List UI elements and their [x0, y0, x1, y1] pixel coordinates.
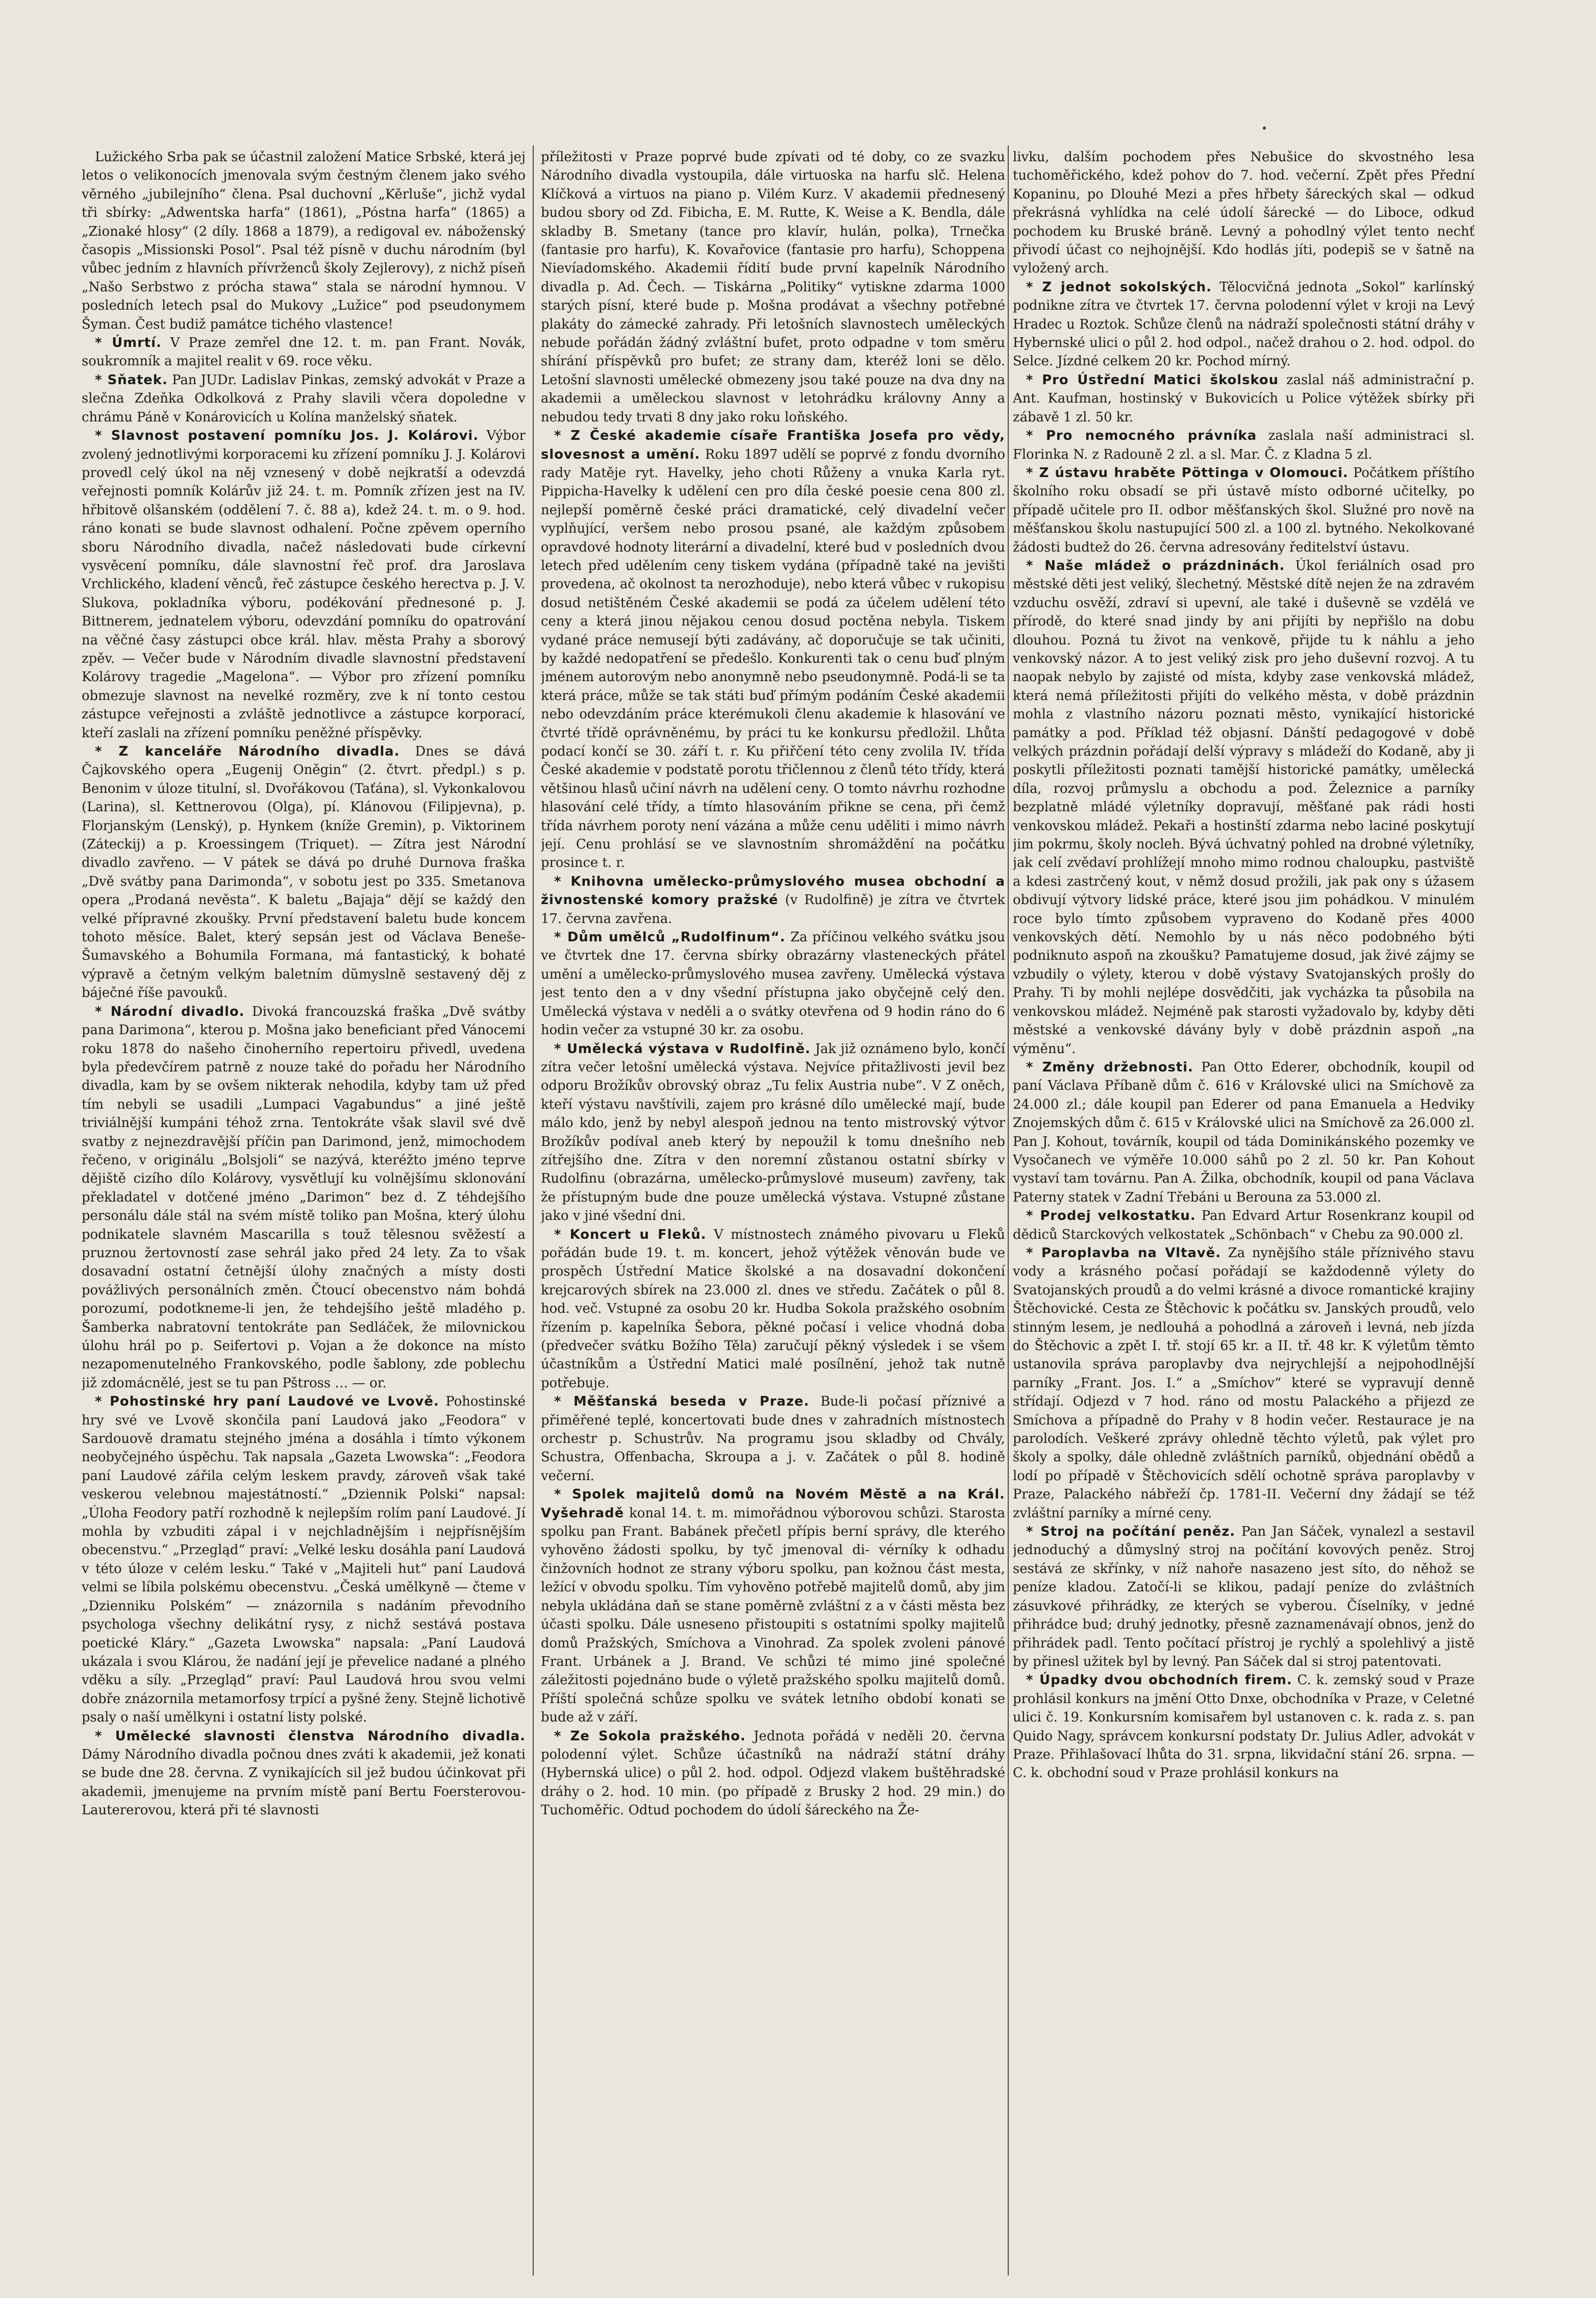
article-heading: * Spolek majitelů domů na Novém Městě a na Král. Vyšehradě — [541, 1487, 1005, 1521]
article-heading: * Z kanceláře Národního divadla. — [95, 744, 400, 759]
article-text: zaslala naší administraci sl. Florinka N. z Radouně 2 zl. a sl. Mar. Č. z Kladna 5 zl. — [1013, 428, 1475, 462]
article-heading: * Paroplavba na Vltavě. — [1026, 1245, 1221, 1261]
article-heading: * Z ústavu hraběte Pöttinga v Olomouci. — [1026, 465, 1349, 481]
article-heading: * Z jednot sokolských. — [1026, 279, 1212, 295]
article-heading: * Pro Ústřední Matici školskou — [1026, 372, 1279, 388]
article-text: konal 14. t. m. mimořádnou výborovou schůzi. Starosta spolku pan Frant. Babánek přečetl přípis berní správy, dle kterého vyhověno žádosti spolku, by tyč jmenoval di- vérníky k odhadu činžovních hodnot ze strany výboru spolku, pan kožnou část mesta, ležící v obvodu spolku. Tím vyhověno potřebě majitelů domů, aby jim nebyla ukládána daň se stane poměrně zvláštní z a v části města bez účasti spolku. Dále usneseno přistoupiti s ostatními spolky majitelů domů Pražských, Smíchova a Vinohrad. Za spolek zvoleni pánové Frant. Urbánek a J. Brand. Ve schůzi té mimo jiné společné záležitosti pojednáno bude o výletě pražského spolku majitelů domů. Příští společná schůze spolku ve svátek letního období konati se bude až v září. — [541, 1505, 1005, 1726]
article-text: C. k. zemský soud v Praze prohlásil konkurs na jmění Otto Dnxe, obchodníka v Praze, v Celetné ulici č. 19. Konkursním komisařem byl ustanoven c. k. rada z. s. pan Quido Nagy, správcem konkursní podstaty Dr. Julius Adler, advokát v Praze. Přihlašovací lhůta do 31. srpna, likvidační stání 26. srpna. — C. k. obchodní soud v Praze prohlásil konkurs na — [1013, 1672, 1475, 1781]
column-2 — [541, 148, 1005, 2276]
article-text: Počátkem příštího školního roku obsadí se při ústavě místo odborné učitelky, po případě učitele pro II. odbor měšťanských škol. Služné pro nově na měšťanskou školu nastupující 500 zl. a 100 zl. bytného. Nekolkované žádosti budtež do 26. června adresovány ředitelství ústavu. — [1013, 465, 1475, 555]
article-paragraph — [1013, 148, 1475, 278]
article-paragraph — [541, 928, 1005, 1039]
article-paragraph — [1013, 427, 1475, 464]
article-paragraph — [541, 427, 1005, 872]
article-paragraph — [82, 742, 526, 1003]
article-text: Bude-li počasí příznivé a přiměřené teplé, koncertovati bude dnes v zahradních místnostech orchestr p. Schustrův. Na programu jsou skladby od Chvály, Schustra, Offenbacha, Skroupa a j. v. Začátek o půl 8. hodině večerní. — [541, 1394, 1005, 1484]
article-heading: * Pohostinské hry paní Laudové ve Lvově. — [95, 1394, 439, 1410]
article-text: Roku 1897 udělí se poprvé z fondu dvorního rady Matěje ryt. Havelky, jeho choti Růženy a vnuka Karla ryt. Pippicha-Havelky k udělení cen pro díla české poesie cena 800 zl. nejlepší poměrně české práci dramatické, celý divadelní večer vyplňující, veršem nebo prosou psané, ale každým způsobem opravdové hodnoty literární a divadelní, které bud v posledních dvou letech před udělením ceny tiskem vydána (případně také na jevišti provedena, ač okolnost ta nerozhoduje), nebo která vůbec v rukopisu dosud netištěném České akademii se podá za účelem udělení této ceny a která jinou nějakou cenou dosud poctěna nebyla. Tiskem vydané práce nemusejí býti zadávány, ač doporučuje se tak učiniti, by každé nedopatření se předešlo. Konkurenti tak o cenu buď plným jménem autorovým nebo anonymně nebo pseudonymně. Podá-li se ta která práce, může se tak státi buď přímým podáním České akademii nebo odevzdáním práce kterémukoli členu akademie k hlasování ve čtvrté třídě oprávněnému, by práci tu ke konkursu předložil. Lhůta podací končí se 30. září t. r. Ku přiřčení této ceny zvolila IV. třída České akademie v podstatě porotu třičlennou z členů této třídy, která většinou hlasů učiní návrh na udělení ceny. O tomto návrhu rozhodne hlasování celé třídy, a tímto hlasováním přikne se cena, při čemž třída návrhem poroty není vázána a může cenu uděliti i mimo návrh její. Cenu prohlásí se ve slavnostním shromáždění na počátku prosince t. r. — [541, 446, 1005, 871]
article-heading: * Pro nemocného právníka — [1026, 428, 1257, 444]
article-heading: * Ze Sokola pražského. — [554, 1728, 746, 1744]
article-heading: * Změny držebnosti. — [1026, 1059, 1193, 1075]
article-heading: * Slavnost postavení pomníku Jos. J. Kolárovi. — [95, 428, 479, 444]
article-heading: * Úpadky dvou obchodních firem. — [1026, 1672, 1292, 1688]
article-paragraph — [1013, 1671, 1475, 1782]
article-paragraph — [1013, 557, 1475, 1058]
article-paragraph — [541, 1727, 1005, 1820]
article-paragraph — [82, 1392, 526, 1727]
article-heading: * Umělecká výstava v Rudolfině. — [554, 1041, 811, 1057]
article-paragraph — [82, 148, 526, 334]
article-text: Pan Edvard Artur Rosenkranz koupil od dědiců Starckových velkostatek „Schönbach“ v Chebu za 90.000 zl. — [1013, 1208, 1475, 1242]
article-text: Pan Otto Ederer, obchodník, koupil od paní Václava Příbaně dům č. 616 v Královské ulici na Smíchově za 24.000 zl.; dále koupil pan Ederer od pana Emanuela a Hedviky Znojemských dům č. 615 v Královské ulici na Smíchově za 26.000 zl. Pan J. Kohout, továrník, koupil od táda Dominikánského pozemky ve Vysočanech ve výměře 10.000 sáhů po 2 zl. 50 kr. Pan Kohout vystaví tam továrnu. Pan A. Žilka, obchodník, koupil od pana Václava Paterny statek v Zadní Třebáni u Berouna za 53.000 zl. — [1013, 1059, 1475, 1205]
article-text: Pan Jan Sáček, vynalezl a sestavil jednoduchý a důmyslný stroj na počítání kovových peněz. Stroj sestává ze skřínky, v níž nahoře nasazeno jest síto, do něhož se peníze kladou. Zatočí-li se klikou, padají peníze do zvláštních zásuvkové přihrádky, ze kterých se vyberou. Číselníky, v jedné přihrádce bud; druhý jednotky, přesně zaznamenávají obnos, jenž do přihrádek padl. Tento počítací přístroj je rychlý a spolehlivý a jistě by přinesl užitek byl by levný. Pan Sáček dal si stroj patentovati. — [1013, 1524, 1475, 1669]
article-paragraph — [541, 872, 1005, 928]
article-text: Jednota pořádá v neděli 20. června polodenní výlet. Schůze účastníků na nádraží státní dráhy (Hybernská ulice) o půl 2. hod. odpol. Odjezd vlakem buštěhradské dráhy o 2. hod. 10 min. (po případě z Brusky 2 hod. 29 min.) do Tuchoměřic. Odtud pochodem do údolí šáreckého na Že- — [541, 1728, 1005, 1818]
article-text: Tělocvičná jednota „Sokol“ karlínský podnikne zítra ve čtvrtek 17. června polodenní výlet v kroji na Levý Hradec u Roztok. Schůze členů na nádraží společnosti státní dráhy v Hybernské ulici o půl 2. hod odpol., načež drahou o 2. hod. odpol. do Selce. Jízdné celkem 20 kr. Pochod mírný. — [1013, 279, 1475, 369]
article-text: Za nynějšího stále příznivého stavu vody a krásného počasí pořádají se každodenně výlety do Svatojanských proudů a do velmi krásné a divoce romantické krajiny Štěchovické. Cesta ze Štěchovic k počátku sv. Janských proudů, velo stinným lesem, je nedlouhá a pohodlná a zároveň i levná, neb jízda do Štěchovic a zpět I. tř. stojí 65 kr. a II. tř. 48 kr. K výletům těmto ustanovila správa paroplavby dva nejrychlejší a nejpohodlnější parníky „Frant. Jos. I.“ a „Smíchov“ které se vypravují denně střídají. Odjezd v 7 hod. ráno od mostu Palackého a přijezd ze Smíchova a případně do Prahy v 8 hodin večer. Restaurace je na parolodích. Veškeré zprávy ohledně těchto výletů, pak výlet pro školy a spolky, dále ohledně zvláštních parníků, objednání obědů a lodí po případě v Štěchovicích sdělí ochotně správa paroplavby v Praze, Palackého nábřeží čp. 1781-II. Večerní dny žádají se též zvláštní parníky a mírné ceny. — [1013, 1245, 1475, 1521]
article-paragraph — [82, 371, 526, 427]
article-text: Pan JUDr. Ladislav Pinkas, zemský advokát v Praze a slečna Zdeňka Odkolková z Prahy slavili včera dopoledne v chrámu Páně v Konárovicích u Kolína manželský sňatek. — [82, 372, 526, 425]
article-text: Pohostinské hry své ve Lvově skončila paní Laudová jako „Feodora“ v Sardouově dramatu stejného jména a dosáhla i tímto výkonem neobyčejného úspěchu. Tak napsala „Gazeta Lwowska“: „Feodora paní Laudové zářila celým leskem pravdy, zároveň však také veskerou velebnou majestátností.“ „Dziennik Polski“ napsal: „Úloha Feodory patří rozhodně k nejlepším rolím paní Laudové. Jí mohla by vzbuditi zápal i v nejchladnějším i nejpřísnějším obecenstvu.“ „Przegląd“ praví: „Velké lesku dosáhla paní Laudová v této úloze v celém lesku.“ Také v „Majiteli hut“ paní Laudová velmi se líbila polskému obecenstvu. „Česká umělkyně — čteme v „Dzienniku Polském“ — znázornila s nadáním převodního psychologa všechny delikátní rysy, z nichž sestává postava poetické Kláry.“ „Gazeta Lwowska“ napsala: „Paní Laudová ukázala i svou Klárou, že nadání její je převelice nadané a plného vděku a síly. „Przegląd“ praví: Paul Laudová hrou svou velmi dobře znázornila metamorfosy trpící a pyšné ženy. Stejně lichotivě psaly o naší umělkyni i ostatní listy polské. — [82, 1394, 526, 1726]
article-paragraph — [1013, 1522, 1475, 1671]
article-paragraph — [82, 334, 526, 371]
article-paragraph — [541, 1392, 1005, 1485]
article-paragraph — [82, 1727, 526, 1820]
article-paragraph — [1013, 1058, 1475, 1207]
article-heading: * Koncert u Fleků. — [554, 1227, 707, 1242]
column-rule-2 — [1008, 145, 1009, 2276]
article-text: Výbor zvolený jednotlivými korporacemi ku zřízení pomníku J. J. Kolárovi provedl celý úkol na něj vznesený v době nejkratší a odevzdá veřejnosti pomník Kolárův již 24. t. m. Pomník zřízen jest na IV. hřbitově olšanském (oddělení 7. č. 88 a), kdež 24. t. m. o 9. hod. ráno konati se bude slavnost odhalení. Počne zpěvem operního sboru Národního divadla, načež následovati bude církevní vysvěcení pomníku, dále slavnostní řeč prof. dra Jaroslava Vrchlického, kladení věnců, řeč zástupce českého herectva p. J. V. Slukova, pokladníka výboru, podékování přednesoné p. J. Bittnerem, jednatelem výboru, odevzdání pomníku do opatrování na věčné časy zástupci obce král. hlav. města Prahy a sborový zpěv. — Večer bude v Národním divadle slavnostní představení Kolárovy tragedie „Magelona“. — Výbor pro zřízení pomníku obmezuje slavnost na nevelké rozměry, zve k ní tonto cestou zástupce veřejnosti a zvláště jednotlivce a zástupce korporací, kteří zaslali na zřízení pomníku peněžné příspěvky. — [82, 428, 526, 741]
print-speck — [1263, 127, 1266, 130]
article-text: Jak již oznámeno bylo, končí zítra večer letošní umělecká výstava. Nejvíce přitažlivosti jevil bez odporu Brožíkův obrovský obraz „Tu felix Austria nube“. V Z oněch, kteří výstavu navštívili, zajem pro krásné dílo umělecké mají, bude málo kdo, jenž by nebyl alespoň jednou na tento mistrovský výtvor Brožíkův podíval aneb který by nepoužil k tomu dnešního neb zítřejšího dne. Zítra v den noremní zůstanou ostatní sbírky v Rudolfinu (obrazárna, umělecko-průmyslové museum) zavřeny, tak že přístupným bude dne pouze umělecká výstava. Vstupné zůstane jako v jiné všední dni. — [541, 1041, 1005, 1224]
article-text: příležitosti v Praze poprvé bude zpívati od té doby, co ze svazku Národního divadla vystoupila, dále virtuoska na harfu slč. Helena Klíčková a virtuos na piano p. Vilém Kurz. V akademii přednesený budou sbory od Zd. Fibicha, E. M. Rutte, K. Weise a K. Bendla, dále skladby B. Smetany (tance pro klavír, hulán, polka), Trnečka (fantasie pro harfu), K. Kovařovice (fantasie pro harfu), Schoppena Nievíadomského. Akademii řídití bude první kapelník Národního divadla p. Ad. Čech. — Tiskárna „Politiky“ vytiskne zdarma 1000 starých písní, které bude p. Mošna prodávat a všechny potřebné plakáty do zámecké zahrady. Při letošních slavnostech uměleckých nebude pořádán žádný zvláštní bufet, proto odpadne v tom směru shírání příspěvků pro bufet; ze strany dam, kteréž loni se dělo. Letošní slavnosti umělecké obmezeny jsou také pouze na dva dny na akademii a uměleckou slavnost v letohrádku královny Anny a nebudou tedy trvati 8 dny jako roku loňského. — [541, 149, 1005, 425]
article-text: Za příčinou velkého svátku jsou ve čtvrtek dne 17. června sbírky obrazárny vlasteneckých přátel umění a umělecko-průmyslového musea zavřeny. Umělecká výstava jest tento den a v dny všední přístupna jako obyčejně celý den. Umělecká výstava v neděli a o svátky otevřena od 9 hodin ráno do 6 hodin večer za vstupné 30 kr. za osobu. — [541, 930, 1005, 1038]
article-heading: * Sňatek. — [95, 372, 168, 388]
article-heading: * Dům umělců „Rudolfinum“. — [554, 930, 786, 945]
article-paragraph — [82, 1003, 526, 1393]
article-paragraph — [541, 148, 1005, 427]
column-rule-1 — [533, 145, 534, 2276]
article-paragraph — [1013, 1207, 1475, 1244]
article-heading: * Z České akademie císaře Františka Josefa pro vědy, slovesnost a umění. — [541, 428, 1005, 462]
article-heading: * Stroj na počítání peněz. — [1026, 1524, 1236, 1540]
article-paragraph — [541, 1485, 1005, 1727]
article-paragraph — [1013, 278, 1475, 371]
article-text: Úkol feriálních osad pro městské děti jest veliký, šlechetný. Městské dítě nejen že na zdravém vzduchu osvěží, zdraví si upevní, ale také i duševně se vzdělá ve přírodě, do které snad jindy by ani přijíti by nepřišlo na dobu dlouhou. Pozná tu život na venkově, přijde tu k náhlu a jeho venkovský názor. A to jest veliký zisk pro jeho duševní rozvoj. A tu naopak nebylo by zajisté od místa, kdyby zase venkovská mládež, která nemá příležitosti přijíti do velkého města, v době prázdnin mohla z vlastního názoru poznati město, vynikající historické památky a pod. Příklad též objasní. Dánští pedagogové v době velkých prázdnin pořádají delší výpravy s mládeží do Kodaně, aby ji poskytli příležitosti poznati tamější historické památky, umělecká díla, rozvoj průmyslu a obchodu a pod. Železnice a parníky bezplatně mládé výletníky dopravují, měšťané pak rádi hosti venkovskou mládež. Pekaři a hostinští zdarma nebo laciné poskytují jim pokrmu, školy nocleh. Bývá úchvatný pohled na drobné výletníky, jak celí zvědaví prohlížejí mnoho mimo rodnou chaloupku, pastviště a kdesi zastrčený kout, v němž dosud prožili, jak pak ony s úžasem obdivují výtvory lidské práce, které jsou jim pohádkou. V minulém roce bylo tímto způsobem vypraveno do Kodaně přes 4000 venkovských dětí. Nemohlo by u nás něco podobného býti podniknuto aspoň na zkoušku? Pamatujeme dosud, jak živé zájmy se vzbudily o výlety, kterou v době výstavy Svatojanských prošly do Prahy. Ti by mohli nejlépe dosvědčiti, jak vycházka ta působila na venkovskou mládež. Nejméně pak starosti vyžadovalo by, kdyby děti městské a venkovské dávány byly v době prázdnin aspoň „na výměnu“. — [1013, 558, 1475, 1057]
article-paragraph — [1013, 1244, 1475, 1522]
article-text: Dámy Národního divadla počnou dnes zváti k akademii, jež konati se bude dne 28. června. Z vynikajících sil jež budou účinkovat při akademii, jmenujeme na prvním místě paní Bertu Foersterovou-Lautererovou, která při té slavnosti — [82, 1746, 526, 1818]
article-heading: * Naše mládež o prázdninách. — [1026, 558, 1285, 573]
column-3 — [1013, 148, 1475, 2276]
article-heading: * Měšťanská beseda v Praze. — [554, 1394, 810, 1410]
article-heading: * Prodej velkostatku. — [1026, 1208, 1196, 1224]
article-text: V Praze zemřel dne 12. t. m. pan Frant. Novák, soukromník a majitel realit v 69. roce věku. — [82, 335, 526, 369]
article-paragraph — [541, 1226, 1005, 1393]
article-heading: * Knihovna umělecko-průmyslového musea obchodní a živnostenské komory pražské — [541, 873, 1005, 908]
article-text: Divoká francouzská fraška „Dvě svátby pana Darimona“, kterou p. Mošna jako beneficiant před Vánocemi roku 1878 do našeho činoherního repertoiru přivedl, uvedena byla předevčírem patrně z nouze také do pořadu her Národního divadla, kam by se ovšem nikterak nehodila, kdyby tam už před tím nebyli se usadili „Lumpaci Vagabundus“ a jiné ještě triviálnější kumpáni téhož zrna. Tentokráte však slavil své dvě svatby z nejnezdravější příčin pan Darimond, jenž, mimochodem řečeno, v originálu „Bolsjoli“ se nazývá, kteréžto jméno teprve dějiště cizího dílo Kolárovy, vysvětlují ku volnějšímu sklonování překladatel v dotčené jméno „Darimon“ bez d. Z téhdejšího personálu dále stál na svém místě toliko pan Mošna, který úlohu podnikatele slavném Mascarilla s touž tělesnou svěžestí a pruznou žertovností zase sehrál jako před 24 lety. Za to však dosavadní ostatní četnější úlohy značných a místy dosti povážlivých personálních změn. Čtoucí obecenstvo nám bohdá porozumí, podotkneme-li jen, že tehdejšího ještě mladého p. Šamberka nabratovní tentokráte pan Sedláček, že milovnickou úlohu hrál po p. Seifertovi p. Vojan a že dokonce na místo nezapomenutelného Frankovského, podle šablony, zde poblechu již zdomácnělé, jest se tu pan Pštross … — or. — [82, 1004, 526, 1391]
article-text: Dnes se dává Čajkovského opera „Eugenij Oněgin“ (2. čtvrt. předpl.) s p. Benonim v úloze titulní, sl. Dvořákovou (Taťána), sl. Vykonkalovou (Larina), sl. Kettnerovou (Olga), pí. Klánovou (Filipjevna), p. Florjanským (Lenský), p. Hynkem (kníže Gremin), p. Viktorinem (Záteckij) a p. Kroessingem (Triquet). — Zítra jest Národní divadlo zavřeno. — V pátek se dává po druhé Durnova fraška „Dvě svátby pana Darimonda“, v sobotu jest po 335. Smetanova opera „Prodaná nevěsta“. K baletu „Bajaja“ dějí se každý den velké přípravné zkoušky. První představení baletu bude koncem tohoto měsíce. Balet, který sepsán jest od Václava Beneše-Šumavského a Bohumila Formana, má fantastický, k bohaté výpravě a četným velkým baletním dŭmyslně sestavený děj z báječné říše pavouků. — [82, 744, 526, 1001]
article-text: V místnostech známého pivovaru u Fleků pořádán bude 19. t. m. koncert, jehož výtěžek věnován bude ve prospěch Ústřední Matice školské a na dosavadní dokončení krejcarových sbírek na 23.000 zl. dnes ve středu. Začátek o půl 8. hod. več. Vstupné za osobu 20 kr. Hudba Sokola pražského osobním řízením p. kapelníka Šebora, pěkné počasí i velice vhodná doba (předvečer svátku Božího Těla) zaručují pěkný výsledek i se všem účastníkům a Ústřední Matici malé posílnění, jehož tak nutně potřebuje. — [541, 1227, 1005, 1391]
article-paragraph — [541, 1040, 1005, 1226]
column-1 — [82, 148, 526, 2276]
article-heading: * Národní divadlo. — [95, 1004, 245, 1019]
article-paragraph — [1013, 464, 1475, 557]
article-text: (v Rudolfině) je zítra ve čtvrtek 17. června zavřena. — [541, 892, 1005, 927]
article-paragraph — [82, 427, 526, 742]
article-paragraph — [1013, 371, 1475, 427]
article-heading: * Úmrtí. — [95, 335, 162, 351]
article-text: Lužického Srba pak se účastnil založení Matice Srbské, která jej letos o velikonocích jmenovala svým čestným členem jako svého věrného „jubilejního“ člena. Psal duchovní „Kěrluše“, jichž vydal tři sbírky: „Adwentska harfa“ (1861), „Póstna harfa“ (1865) a „Zionaké hlosy“ (2 díly. 1868 a 1879), a redigoval ev. náboženský časopis „Missionski Posol“. Psal též písně v duchu národním (byl vůbec jedním z hlavních přívrženců školy Zejlerovy), z nichž píseň „Našo Serbstwo z prócha stawa“ stala se národní hymnou. V posledních letech psal do Mukovy „Lužice“ pod pseudonymem Šyman. Čest budiž památce tichého vlastence! — [82, 149, 526, 332]
article-text: livku, dalším pochodem přes Nebušice do skvostného lesa tuchoměřického, kdež pohov do 7. hod. večerní. Zpět přes Přední Kopaninu, po Dlouhé Mezi a přes hřbety šáreckých skal — odkud překrásná vyhlídka na celé údolí šárecké — do Liboce, odkud pochodem ku Bruské bráně. Levný a pohodlný výlet tento nechť přivodí účast co nejhojnější. Kdo hodlás jíti, podepiš se v šatně na vyložený arch. — [1013, 149, 1475, 277]
article-heading: * Umělecké slavnosti členstva Národního divadla. — [95, 1728, 526, 1744]
article-text: zaslal náš administrační p. Ant. Kaufman, hostinský v Bukovicích u Police výtěžek sbírky při zábavě 1 zl. 50 kr. — [1013, 372, 1475, 425]
